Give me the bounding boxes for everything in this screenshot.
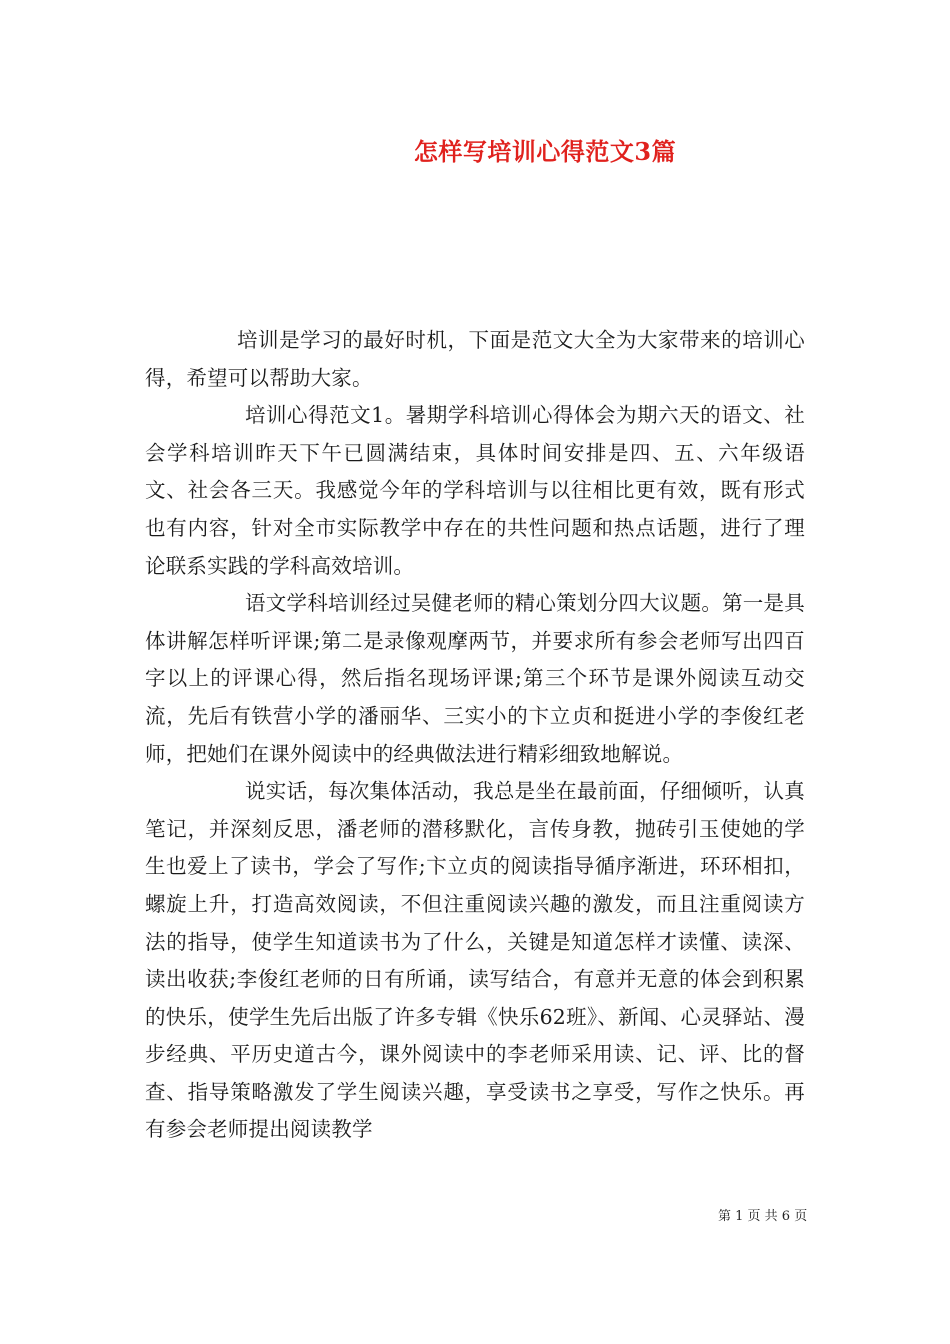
paragraph-intro: 培训是学习的最好时机，下面是范文大全为大家带来的培训心得，希望可以帮助大家。 bbox=[145, 328, 805, 390]
document-body bbox=[145, 322, 805, 1149]
paragraph-3: 说实话，每次集体活动，我总是坐在最前面，仔细倾听，认真笔记，并深刻反思，潘老师的潜移默化，言传身教，抛砖引玉使她的学生也爱上了读书，学会了写作;卞立贞的阅读指导循序渐进，环环相扣，螺旋上升，打造高效阅读，不但注重阅读兴趣的激发，而且注重阅读方法的指导，使学生知道读书为了什么，关键是知道怎样才读懂、读深、读出收获;李俊红老师的日有所诵，读写结合，有意并无意的体会到积累的快乐，使学生先后出版了许多专辑《快乐62班》、新闻、心灵驿站、漫步经典、平历史道古今，课外阅读中的李老师采用读、记、评、比的督查、指导策略激发了学生阅读兴趣，享受读书之享受，写作之快乐。再有参会老师提出阅读教学 bbox=[145, 779, 805, 1142]
page-number-footer: 第 1 页 共 6 页 bbox=[718, 1209, 808, 1224]
document-title: 怎样写培训心得范文3篇 bbox=[413, 137, 677, 166]
paragraph-1: 培训心得范文1。暑期学科培训心得体会为期六天的语文、社会学科培训昨天下午已圆满结束，具体时间安排是四、五、六年级语文、社会各三天。我感觉今年的学科培训与以往相比更有效，既有形式也有内容，针对全市实际教学中存在的共性问题和热点话题，进行了理论联系实践的学科高效培训。 bbox=[145, 403, 805, 578]
paragraph-2: 语文学科培训经过吴健老师的精心策划分四大议题。第一是具体讲解怎样听评课;第二是录像观摩两节，并要求所有参会老师写出四百字以上的评课心得，然后指名现场评课;第三个环节是课外阅读互动交流，先后有铁营小学的潘丽华、三实小的卞立贞和挺进小学的李俊红老师，把她们在课外阅读中的经典做法进行精彩细致地解说。 bbox=[145, 591, 805, 766]
